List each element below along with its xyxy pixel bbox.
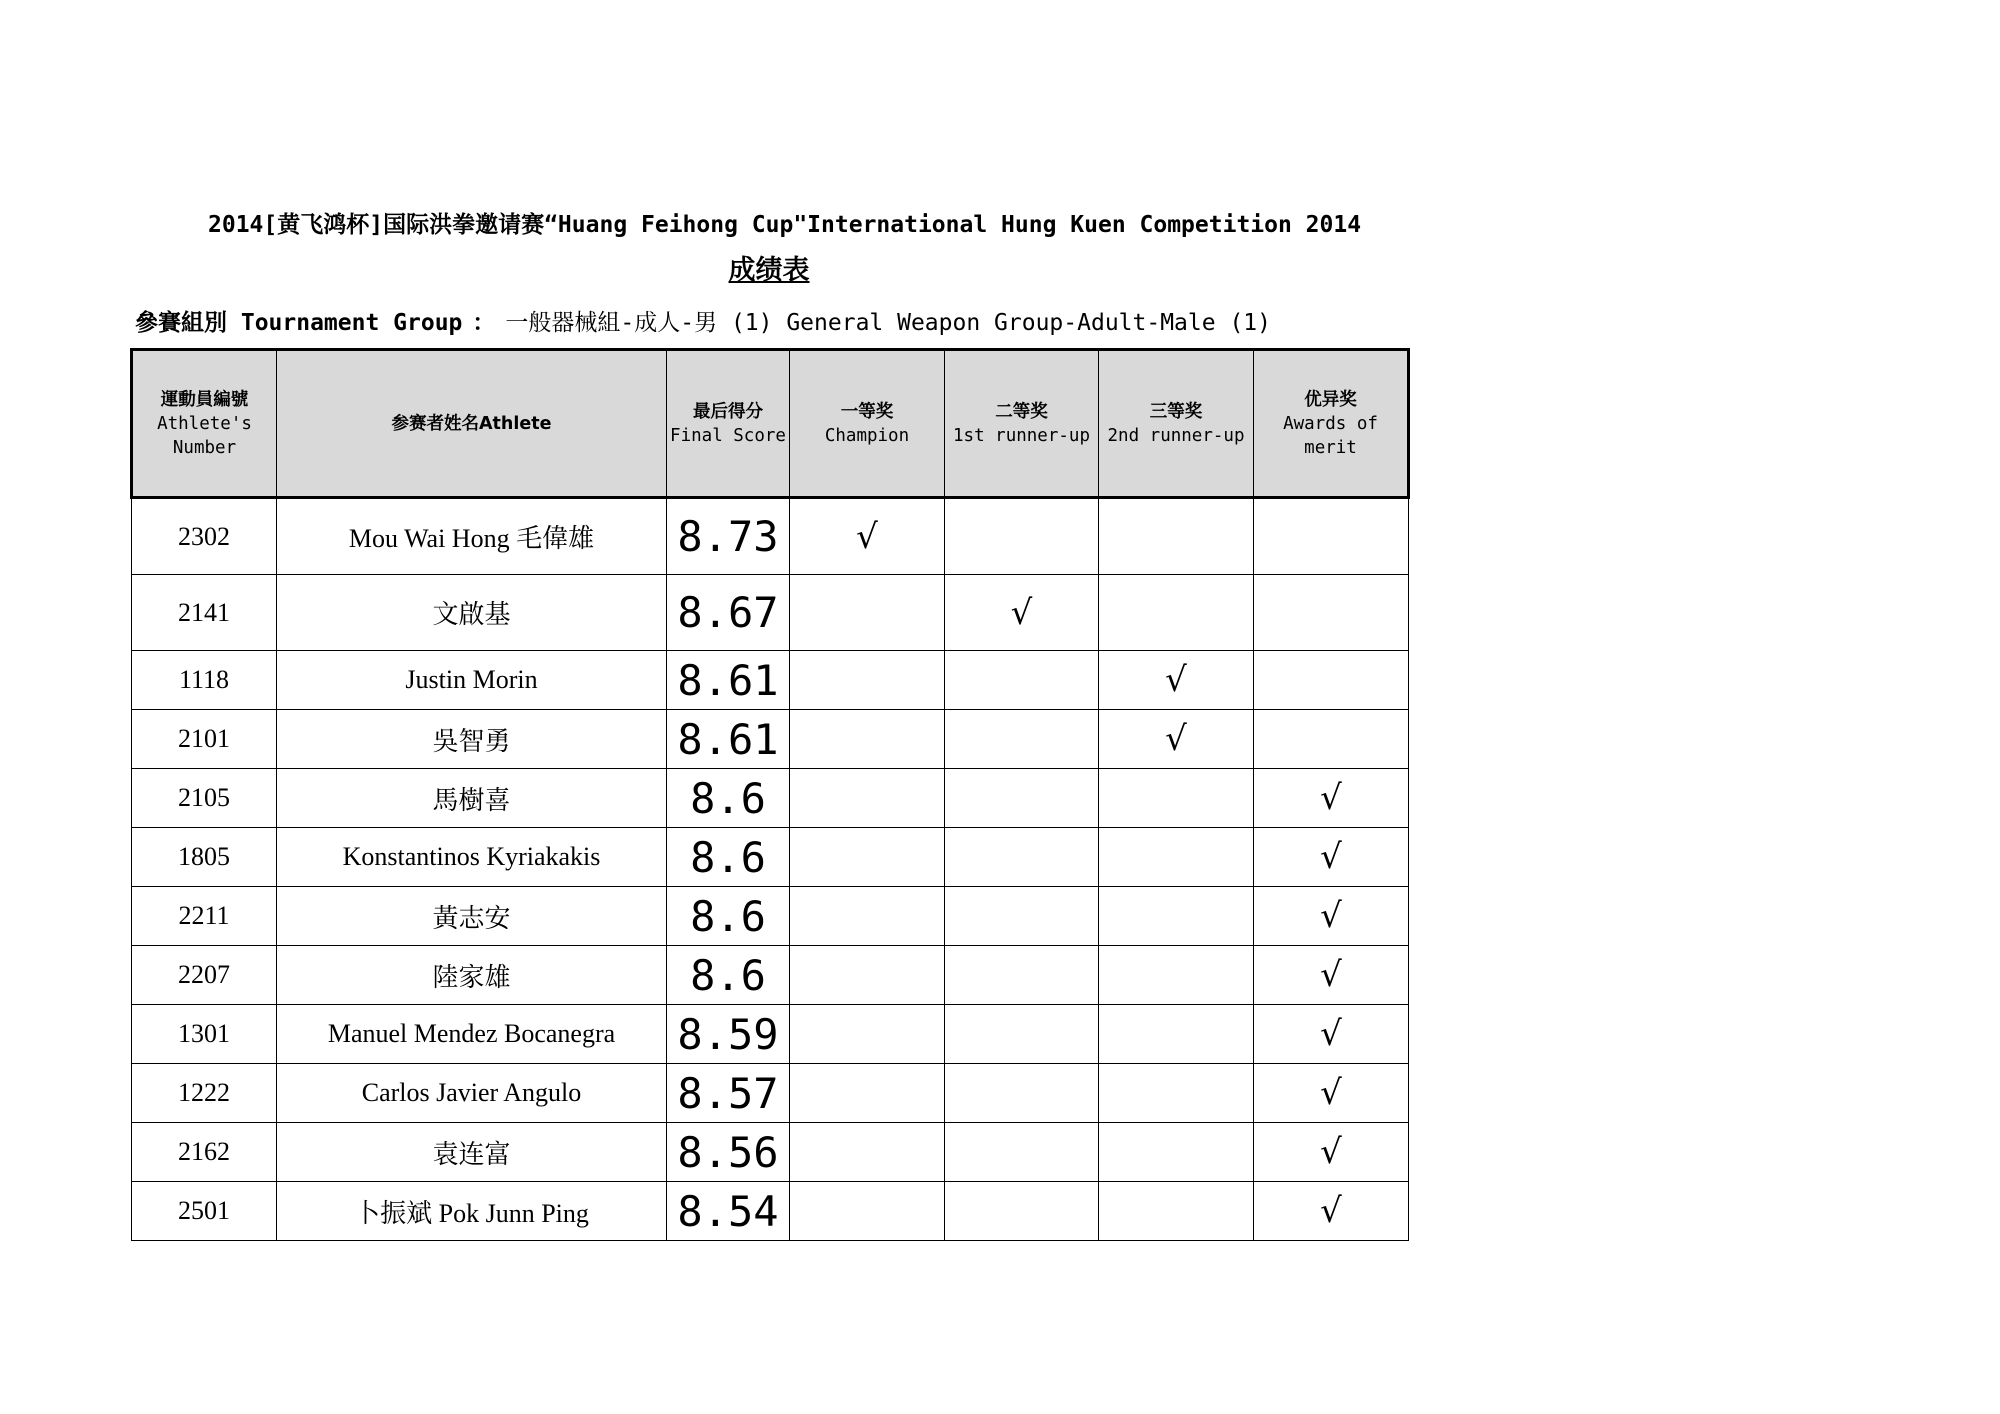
cell-final-score: 8.61	[667, 651, 790, 710]
cell-awards-of-merit: √	[1254, 946, 1409, 1005]
cell-first-runner-up	[945, 1064, 1099, 1123]
header-cn: 一等奖	[840, 401, 894, 422]
header-final-score	[667, 350, 790, 498]
cell-awards-of-merit	[1254, 651, 1409, 710]
cell-second-runner-up	[1099, 1064, 1254, 1123]
header-cn: 三等奖	[1149, 401, 1203, 422]
cell-final-score: 8.6	[667, 887, 790, 946]
table-row	[132, 1182, 1409, 1241]
table-row	[132, 575, 1409, 651]
cell-final-score: 8.59	[667, 1005, 790, 1064]
cell-first-runner-up	[945, 651, 1099, 710]
header-athlete-number	[132, 350, 277, 498]
cell-athlete-number: 1222	[132, 1064, 277, 1123]
results-table	[130, 348, 1410, 1241]
header-second-runner-up	[1099, 350, 1254, 498]
table-row	[132, 651, 1409, 710]
header-cn: 運動員編號	[160, 389, 249, 410]
cell-final-score: 8.57	[667, 1064, 790, 1123]
cell-athlete-number: 2101	[132, 710, 277, 769]
cell-champion	[790, 1182, 945, 1241]
table-row	[132, 498, 1409, 575]
cell-final-score: 8.73	[667, 498, 790, 575]
cell-athlete-name: 馬樹喜	[277, 769, 667, 828]
cell-first-runner-up	[945, 1182, 1099, 1241]
cell-awards-of-merit: √	[1254, 828, 1409, 887]
cell-second-runner-up: √	[1099, 651, 1254, 710]
header-cn: 参赛者姓名Athlete	[391, 413, 552, 434]
header-cn: 优异奖	[1304, 389, 1357, 410]
table-row	[132, 710, 1409, 769]
cell-athlete-number: 2141	[132, 575, 277, 651]
header-en: 2nd runner-up	[1107, 425, 1245, 446]
cell-athlete-name: Manuel Mendez Bocanegra	[277, 1005, 667, 1064]
cell-champion: √	[790, 498, 945, 575]
cell-athlete-number: 2105	[132, 769, 277, 828]
header-cn: 最后得分	[693, 401, 763, 422]
cell-first-runner-up	[945, 828, 1099, 887]
cell-champion	[790, 1005, 945, 1064]
cell-athlete-number: 1301	[132, 1005, 277, 1064]
cell-awards-of-merit: √	[1254, 1182, 1409, 1241]
table-row	[132, 1123, 1409, 1182]
cell-second-runner-up	[1099, 887, 1254, 946]
cell-final-score: 8.56	[667, 1123, 790, 1182]
cell-first-runner-up	[945, 1123, 1099, 1182]
table-row	[132, 1064, 1409, 1123]
cell-second-runner-up	[1099, 575, 1254, 651]
document-subtitle: 成绩表	[728, 255, 810, 286]
header-awards-of-merit	[1254, 350, 1409, 498]
cell-first-runner-up	[945, 887, 1099, 946]
header-en: Champion	[824, 425, 910, 446]
cell-awards-of-merit: √	[1254, 1123, 1409, 1182]
table-row	[132, 1005, 1409, 1064]
cell-first-runner-up	[945, 710, 1099, 769]
cell-awards-of-merit: √	[1254, 1064, 1409, 1123]
cell-athlete-name: Mou Wai Hong 毛偉雄	[277, 498, 667, 575]
cell-final-score: 8.6	[667, 769, 790, 828]
cell-final-score: 8.54	[667, 1182, 790, 1241]
cell-first-runner-up	[945, 769, 1099, 828]
cell-awards-of-merit: √	[1254, 769, 1409, 828]
cell-athlete-number: 2302	[132, 498, 277, 575]
cell-athlete-number: 1118	[132, 651, 277, 710]
cell-athlete-number: 2211	[132, 887, 277, 946]
cell-second-runner-up: √	[1099, 710, 1254, 769]
cell-athlete-number: 2162	[132, 1123, 277, 1182]
table-row	[132, 828, 1409, 887]
cell-first-runner-up	[945, 1005, 1099, 1064]
cell-athlete-name: 卜振斌 Pok Junn Ping	[277, 1182, 667, 1241]
cell-second-runner-up	[1099, 1182, 1254, 1241]
cell-athlete-name: Konstantinos Kyriakakis	[277, 828, 667, 887]
tournament-group-colon: ：	[472, 310, 496, 336]
cell-athlete-name: 吳智勇	[277, 710, 667, 769]
cell-second-runner-up	[1099, 1005, 1254, 1064]
header-first-runner-up	[945, 350, 1099, 498]
cell-champion	[790, 1064, 945, 1123]
cell-champion	[790, 710, 945, 769]
table-body	[132, 498, 1409, 1241]
cell-awards-of-merit	[1254, 575, 1409, 651]
table-header	[132, 350, 1409, 498]
cell-final-score: 8.6	[667, 828, 790, 887]
cell-athlete-name: Justin Morin	[277, 651, 667, 710]
cell-second-runner-up	[1099, 946, 1254, 1005]
cell-athlete-number: 2207	[132, 946, 277, 1005]
cell-champion	[790, 887, 945, 946]
header-en: Athlete's Number	[157, 413, 252, 458]
cell-athlete-name: 袁连富	[277, 1123, 667, 1182]
cell-champion	[790, 828, 945, 887]
cell-champion	[790, 769, 945, 828]
header-en: 1st runner-up	[953, 425, 1090, 446]
cell-athlete-name: Carlos Javier Angulo	[277, 1064, 667, 1123]
cell-athlete-number: 1805	[132, 828, 277, 887]
cell-champion	[790, 1123, 945, 1182]
header-champion	[790, 350, 945, 498]
cell-second-runner-up	[1099, 1123, 1254, 1182]
tournament-group-value: 一般器械組-成人-男 (1) General Weapon Group-Adult-Male (1)	[505, 310, 1271, 336]
cell-second-runner-up	[1099, 498, 1254, 575]
header-cn: 二等奖	[995, 401, 1048, 422]
table-row	[132, 946, 1409, 1005]
cell-awards-of-merit	[1254, 498, 1409, 575]
cell-awards-of-merit: √	[1254, 1005, 1409, 1064]
cell-champion	[790, 651, 945, 710]
cell-final-score: 8.67	[667, 575, 790, 651]
cell-first-runner-up	[945, 498, 1099, 575]
table-row	[132, 769, 1409, 828]
cell-final-score: 8.6	[667, 946, 790, 1005]
cell-first-runner-up: √	[945, 575, 1099, 651]
cell-champion	[790, 946, 945, 1005]
cell-awards-of-merit	[1254, 710, 1409, 769]
cell-second-runner-up	[1099, 769, 1254, 828]
cell-athlete-name: 陸家雄	[277, 946, 667, 1005]
header-athlete-name	[277, 350, 667, 498]
cell-first-runner-up	[945, 946, 1099, 1005]
cell-athlete-name: 黃志安	[277, 887, 667, 946]
cell-athlete-name: 文啟基	[277, 575, 667, 651]
cell-awards-of-merit: √	[1254, 887, 1409, 946]
cell-athlete-number: 2501	[132, 1182, 277, 1241]
table-row	[132, 887, 1409, 946]
tournament-group-label: 參賽組別 Tournament Group	[135, 310, 463, 336]
cell-champion	[790, 575, 945, 651]
document-title: 2014[黄飞鸿杯]国际洪拳邀请赛“Huang Feihong Cup"International Hung Kuen Competition 2014	[208, 212, 1362, 238]
tournament-group-line	[135, 304, 1271, 337]
header-en: Final Score	[670, 425, 786, 446]
header-en: Awards of merit	[1283, 413, 1378, 458]
cell-final-score: 8.61	[667, 710, 790, 769]
cell-second-runner-up	[1099, 828, 1254, 887]
